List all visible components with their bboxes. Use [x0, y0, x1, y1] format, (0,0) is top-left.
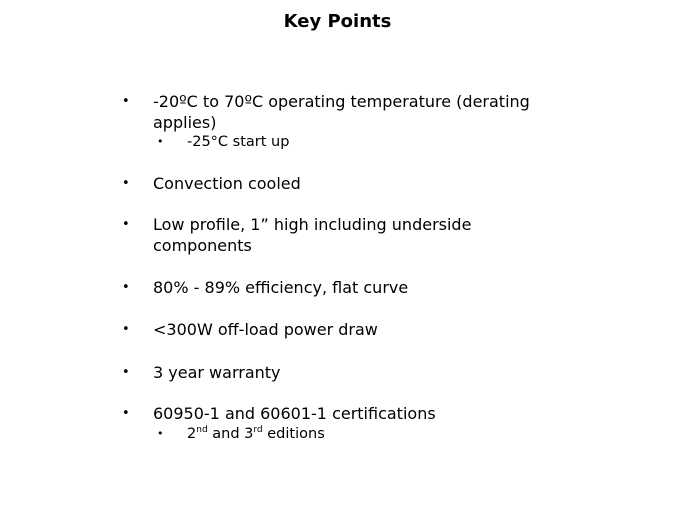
bullet-icon: •	[122, 94, 130, 109]
bullet-icon: •	[122, 217, 130, 232]
bullet-icon: •	[157, 427, 164, 440]
bullet-icon: •	[122, 406, 130, 421]
bullet-icon: •	[122, 176, 130, 191]
bullet-icon: •	[122, 322, 130, 337]
bullet-icon: •	[157, 135, 164, 148]
slide-title: Key Points	[283, 11, 392, 32]
bullet-icon: •	[122, 365, 130, 380]
bullet-icon: •	[122, 280, 130, 295]
